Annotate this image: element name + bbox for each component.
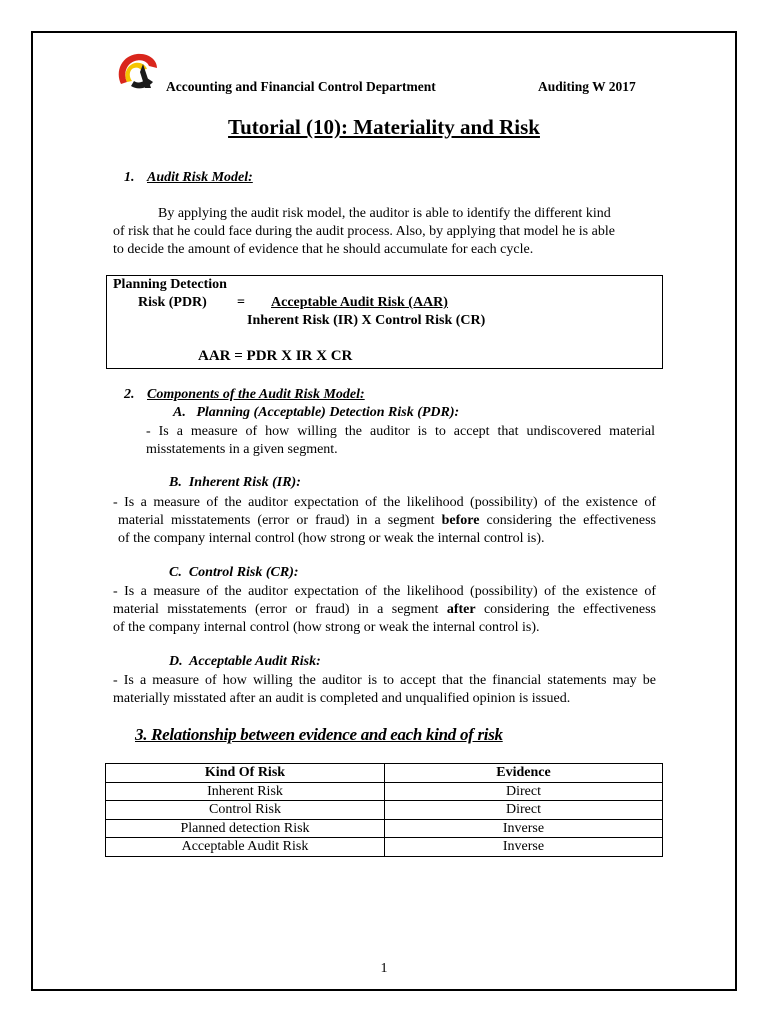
risk-kind-cell: Planned detection Risk: [106, 819, 385, 838]
evidence-cell: Direct: [385, 782, 663, 801]
university-logo-icon: [113, 50, 159, 94]
risk-kind-cell: Inherent Risk: [106, 782, 385, 801]
subsection-c-line-2: [113, 601, 656, 620]
section-2-label: Components of the Audit Risk Model:: [147, 387, 365, 402]
section-3-heading: 3. Relationship between evidence and each kind of risk: [135, 725, 503, 744]
aar-formula: AAR = PDR X IR X CR: [198, 348, 353, 364]
section-2-number: 2.: [124, 387, 135, 402]
section-2-heading: [124, 387, 365, 403]
pdr-label-line-1: Planning Detection: [113, 277, 227, 292]
pdr-label-line-2: Risk (PDR): [138, 295, 207, 310]
subsection-a-heading: A. Planning (Acceptable) Detection Risk (PDR):: [173, 405, 460, 420]
formula-denominator: Inherent Risk (IR) X Control Risk (CR): [247, 313, 486, 328]
subsection-c-line-2-pre: material misstatements (error or fraud) in a segment: [113, 602, 447, 617]
section-1-label: Audit Risk Model:: [147, 170, 253, 185]
subsection-d-line-2: materially misstated after an audit is completed and unqualified opinion is issued.: [113, 691, 571, 706]
subsection-c-heading: C. Control Risk (CR):: [169, 565, 299, 580]
before-keyword: before: [441, 513, 480, 528]
table-row: [106, 838, 663, 857]
equals-sign: =: [237, 295, 245, 310]
column-header-evidence: Evidence: [385, 764, 663, 783]
risk-kind-cell: Control Risk: [106, 801, 385, 820]
subsection-b-line-2-pre: material misstatements (error or fraud) in a segment: [118, 513, 442, 528]
subsection-a-line-2: misstatements in a given segment.: [146, 442, 338, 457]
subsection-b-line-1: - Is a measure of the auditor expectation of the likelihood (possibility) of the existence of: [113, 495, 656, 510]
subsection-b-line-2: [118, 512, 656, 531]
subsection-c-line-3: of the company internal control (how strong or weak the internal control is).: [113, 620, 540, 635]
subsection-a-line-1: - Is a measure of how willing the auditor is to accept that undiscovered material: [146, 424, 655, 439]
column-header-kind: Kind Of Risk: [106, 764, 385, 783]
subsection-b-line-2-post: considering the effectiveness: [479, 513, 656, 528]
subsection-d-line-1: - Is a measure of how willing the auditor is to accept that the financial statements may be: [113, 673, 656, 688]
risk-evidence-table: [105, 763, 663, 857]
page-title: Tutorial (10): Materiality and Risk: [228, 115, 540, 139]
subsection-b-heading: B. Inherent Risk (IR):: [169, 475, 301, 490]
evidence-cell: Inverse: [385, 819, 663, 838]
risk-kind-cell: Acceptable Audit Risk: [106, 838, 385, 857]
section-1-line-3: to decide the amount of evidence that he should accumulate for each cycle.: [113, 242, 534, 257]
page-number: 1: [380, 961, 388, 976]
table-row: [106, 801, 663, 820]
subsection-c-line-2-post: considering the effectiveness: [475, 602, 656, 617]
department-name: Accounting and Financial Control Department: [166, 79, 436, 94]
course-name: Auditing W 2017: [538, 79, 636, 94]
evidence-cell: Direct: [385, 801, 663, 820]
evidence-cell: Inverse: [385, 838, 663, 857]
section-1-number: 1.: [124, 170, 135, 185]
subsection-d-heading: D. Acceptable Audit Risk:: [169, 654, 321, 669]
table-row: [106, 782, 663, 801]
table-row: [106, 819, 663, 838]
section-1-line-1: By applying the audit risk model, the auditor is able to identify the different kind: [158, 206, 611, 221]
section-1-heading: [124, 170, 253, 186]
after-keyword: after: [446, 602, 476, 617]
subsection-c-line-1: - Is a measure of the auditor expectation of the likelihood (possibility) of the existence of: [113, 584, 656, 599]
table-header-row: [106, 764, 663, 783]
formula-numerator: Acceptable Audit Risk (AAR): [271, 295, 448, 310]
subsection-b-line-3: of the company internal control (how strong or weak the internal control is).: [118, 531, 545, 546]
section-1-line-2: of risk that he could face during the audit process. Also, by applying that model he is able: [113, 224, 615, 239]
